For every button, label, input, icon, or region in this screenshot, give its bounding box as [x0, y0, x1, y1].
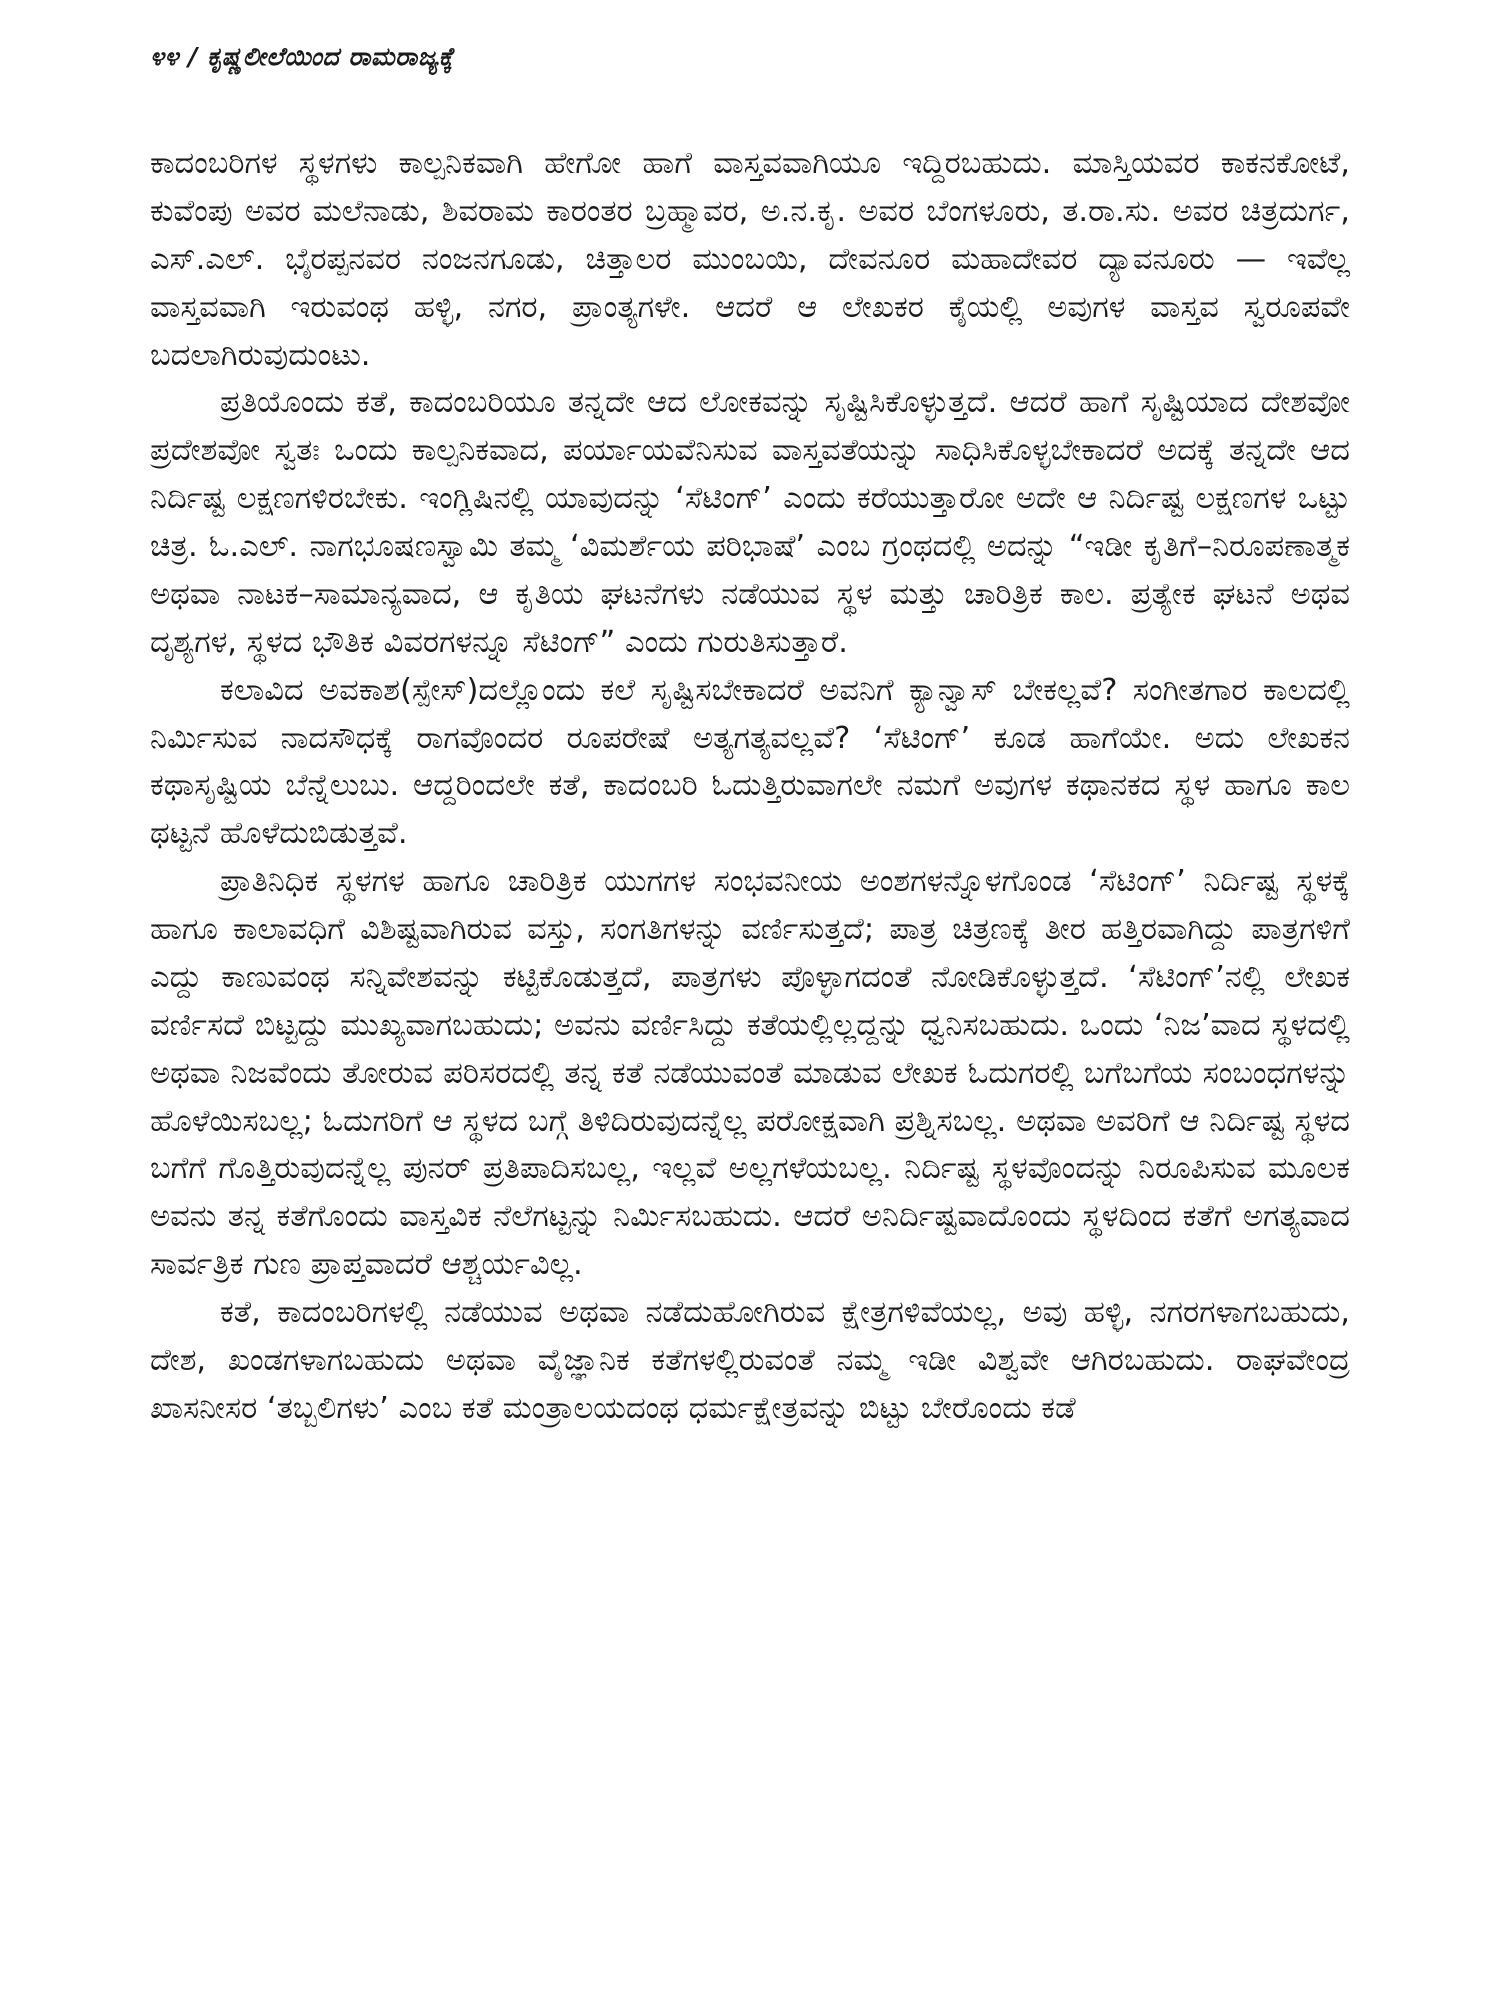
paragraph: ಪ್ರತಿಯೊಂದು ಕತೆ, ಕಾದಂಬರಿಯೂ ತನ್ನದೇ ಆದ ಲೋಕವನ್ನು ಸೃಷ್ಟಿಸಿಕೊಳ್ಳುತ್ತದೆ. ಆದರೆ ಹಾಗೆ ಸೃಷ್ಟಿಯಾದ ದೇಶವೋ ಪ್ರದೇಶವೋ ಸ್ವತಃ ಒಂದು ಕಾಲ್ಪನಿಕವಾದ, ಪರ್ಯಾಯವೆನಿಸುವ ವಾಸ್ತವತೆಯನ್ನು ಸಾಧಿಸಿಕೊಳ್ಳಬೇಕಾದರೆ ಅದಕ್ಕೆ ತನ್ನದೇ ಆದ ನಿರ್ದಿಷ್ಟ ಲಕ್ಷಣಗಳಿರಬೇಕು. ಇಂಗ್ಲಿಷಿನಲ್ಲಿ ಯಾವುದನ್ನು ‘ಸೆಟಿಂಗ್’ ಎಂದು ಕರೆಯುತ್ತಾರೋ ಅದೇ ಆ ನಿರ್ದಿಷ್ಟ ಲಕ್ಷಣಗಳ ಒಟ್ಟು ಚಿತ್ರ. ಓ.ಎಲ್. ನಾಗಭೂಷಣಸ್ವಾಮಿ ತಮ್ಮ ‘ವಿಮರ್ಶೆಯ ಪರಿಭಾಷೆ’ ಎಂಬ ಗ್ರಂಥದಲ್ಲಿ ಅದನ್ನು “ಇಡೀ ಕೃತಿಗೆ–ನಿರೂಪಣಾತ್ಮಕ ಅಥವಾ ನಾಟಕ–ಸಾಮಾನ್ಯವಾದ, ಆ ಕೃತಿಯ ಘಟನೆಗಳು ನಡೆಯುವ ಸ್ಥಳ ಮತ್ತು ಚಾರಿತ್ರಿಕ ಕಾಲ. ಪ್ರತ್ಯೇಕ ಘಟನೆ ಅಥವ ದೃಶ್ಯಗಳ, ಸ್ಥಳದ ಭೌತಿಕ ವಿವರಗಳನ್ನೂ ಸೆಟಿಂಗ್” ಎಂದು ಗುರುತಿಸುತ್ತಾರೆ. — [150, 385, 1350, 660]
paragraph: ಪ್ರಾತಿನಿಧಿಕ ಸ್ಥಳಗಳ ಹಾಗೂ ಚಾರಿತ್ರಿಕ ಯುಗಗಳ ಸಂಭವನೀಯ ಅಂಶಗಳನ್ನೊಳಗೊಂಡ ‘ಸೆಟಿಂಗ್’ ನಿರ್ದಿಷ್ಟ ಸ್ಥಳಕ್ಕೆ ಹಾಗೂ ಕಾಲಾವಧಿಗೆ ವಿಶಿಷ್ಟವಾಗಿರುವ ವಸ್ತು, ಸಂಗತಿಗಳನ್ನು ವರ್ಣಿಸುತ್ತದೆ; ಪಾತ್ರ ಚಿತ್ರಣಕ್ಕೆ ತೀರ ಹತ್ತಿರವಾಗಿದ್ದು ಪಾತ್ರಗಳಿಗೆ ಎದ್ದು ಕಾಣುವಂಥ ಸನ್ನಿವೇಶವನ್ನು ಕಟ್ಟಿಕೊಡುತ್ತದೆ, ಪಾತ್ರಗಳು ಪೊಳ್ಳಾಗದಂತೆ ನೋಡಿಕೊಳ್ಳುತ್ತದೆ. ‘ಸೆಟಿಂಗ್’ನಲ್ಲಿ ಲೇಖಕ ವರ್ಣಿಸದೆ ಬಿಟ್ಟದ್ದು ಮುಖ್ಯವಾಗಬಹುದು; ಅವನು ವರ್ಣಿಸಿದ್ದು ಕತೆಯಲ್ಲಿಲ್ಲದ್ದನ್ನು ಧ್ವನಿಸಬಹುದು. ಒಂದು ‘ನಿಜ’ವಾದ ಸ್ಥಳದಲ್ಲಿ ಅಥವಾ ನಿಜವೆಂದು ತೋರುವ ಪರಿಸರದಲ್ಲಿ ತನ್ನ ಕತೆ ನಡೆಯುವಂತೆ ಮಾಡುವ ಲೇಖಕ ಓದುಗರಲ್ಲಿ ಬಗೆಬಗೆಯ ಸಂಬಂಧಗಳನ್ನು ಹೊಳೆಯಿಸಬಲ್ಲ; ಓದುಗರಿಗೆ ಆ ಸ್ಥಳದ ಬಗ್ಗೆ ತಿಳಿದಿರುವುದನ್ನೆಲ್ಲ ಪರೋಕ್ಷವಾಗಿ ಪ್ರಶ್ನಿಸಬಲ್ಲ. ಅಥವಾ ಅವರಿಗೆ ಆ ನಿರ್ದಿಷ್ಟ ಸ್ಥಳದ ಬಗೆಗೆ ಗೊತ್ತಿರುವುದನ್ನೆಲ್ಲ ಪುನರ್ ಪ್ರತಿಪಾದಿಸಬಲ್ಲ, ಇಲ್ಲವೆ ಅಲ್ಲಗಳೆಯಬಲ್ಲ. ನಿರ್ದಿಷ್ಟ ಸ್ಥಳವೊಂದನ್ನು ನಿರೂಪಿಸುವ ಮೂಲಕ ಅವನು ತನ್ನ ಕತೆಗೊಂದು ವಾಸ್ತವಿಕ ನೆಲೆಗಟ್ಟನ್ನು ನಿರ್ಮಿಸಬಹುದು. ಆದರೆ ಅನಿರ್ದಿಷ್ಟವಾದೊಂದು ಸ್ಥಳದಿಂದ ಕತೆಗೆ ಅಗತ್ಯವಾದ ಸಾರ್ವತ್ರಿಕ ಗುಣ ಪ್ರಾಪ್ತವಾದರೆ ಆಶ್ಚರ್ಯವಿಲ್ಲ. — [150, 864, 1350, 1283]
paragraph: ಕತೆ, ಕಾದಂಬರಿಗಳಲ್ಲಿ ನಡೆಯುವ ಅಥವಾ ನಡೆದುಹೋಗಿರುವ ಕ್ಷೇತ್ರಗಳಿವೆಯಲ್ಲ, ಅವು ಹಳ್ಳಿ, ನಗರಗಳಾಗಬಹುದು, ದೇಶ, ಖಂಡಗಳಾಗಬಹುದು ಅಥವಾ ವೈಜ್ಞಾನಿಕ ಕತೆಗಳಲ್ಲಿರುವಂತೆ ನಮ್ಮ ಇಡೀ ವಿಶ್ವವೇ ಆಗಿರಬಹುದು. ರಾಘವೇಂದ್ರ ಖಾಸನೀಸರ ‘ತಬ್ಬಲಿಗಳು’ ಎಂಬ ಕತೆ ಮಂತ್ರಾಲಯದಂಥ ಧರ್ಮಕ್ಷೇತ್ರವನ್ನು ಬಿಟ್ಟು ಬೇರೊಂದು ಕಡೆ — [150, 1295, 1350, 1426]
paragraph: ಕಲಾವಿದ ಅವಕಾಶ(ಸ್ಪೇಸ್)ದಲ್ಲೊಂದು ಕಲೆ ಸೃಷ್ಟಿಸಬೇಕಾದರೆ ಅವನಿಗೆ ಕ್ಯಾನ್ವಾಸ್ ಬೇಕಲ್ಲವೆ? ಸಂಗೀತಗಾರ ಕಾಲದಲ್ಲಿ ನಿರ್ಮಿಸುವ ನಾದಸೌಧಕ್ಕೆ ರಾಗವೊಂದರ ರೂಪರೇಷೆ ಅತ್ಯಗತ್ಯವಲ್ಲವೆ? ‘ಸೆಟಿಂಗ್’ ಕೂಡ ಹಾಗೆಯೇ. ಅದು ಲೇಖಕನ ಕಥಾಸೃಷ್ಟಿಯ ಬೆನ್ನೆಲುಬು. ಆದ್ದರಿಂದಲೇ ಕತೆ, ಕಾದಂಬರಿ ಓದುತ್ತಿರುವಾಗಲೇ ನಮಗೆ ಅವುಗಳ ಕಥಾನಕದ ಸ್ಥಳ ಹಾಗೂ ಕಾಲ ಥಟ್ಟನೆ ಹೊಳೆದುಬಿಡುತ್ತವೆ. — [150, 672, 1350, 852]
running-head: ೪೪ / ಕೃಷ್ಣಲೀಲೆಯಿಂದ ರಾಮರಾಜ್ಯಕ್ಕೆ — [150, 42, 454, 71]
body-text — [150, 140, 1350, 1433]
paragraph: ಕಾದಂಬರಿಗಳ ಸ್ಥಳಗಳು ಕಾಲ್ಪನಿಕವಾಗಿ ಹೇಗೋ ಹಾಗೆ ವಾಸ್ತವವಾಗಿಯೂ ಇದ್ದಿರಬಹುದು. ಮಾಸ್ತಿಯವರ ಕಾಕನಕೋಟೆ, ಕುವೆಂಪು ಅವರ ಮಲೆನಾಡು, ಶಿವರಾಮ ಕಾರಂತರ ಬ್ರಹ್ಮಾವರ, ಅ.ನ.ಕೃ. ಅವರ ಬೆಂಗಳೂರು, ತ.ರಾ.ಸು. ಅವರ ಚಿತ್ರದುರ್ಗ, ಎಸ್.ಎಲ್. ಭೈರಪ್ಪನವರ ನಂಜನಗೂಡು, ಚಿತ್ತಾಲರ ಮುಂಬಯಿ, ದೇವನೂರ ಮಹಾದೇವರ ದ್ಯಾವನೂರು — ಇವೆಲ್ಲ ವಾಸ್ತವವಾಗಿ ಇರುವಂಥ ಹಳ್ಳಿ, ನಗರ, ಪ್ರಾಂತ್ಯಗಳೇ. ಆದರೆ ಆ ಲೇಖಕರ ಕೈಯಲ್ಲಿ ಅವುಗಳ ವಾಸ್ತವ ಸ್ವರೂಪವೇ ಬದಲಾಗಿರುವುದುಂಟು. — [150, 146, 1350, 373]
